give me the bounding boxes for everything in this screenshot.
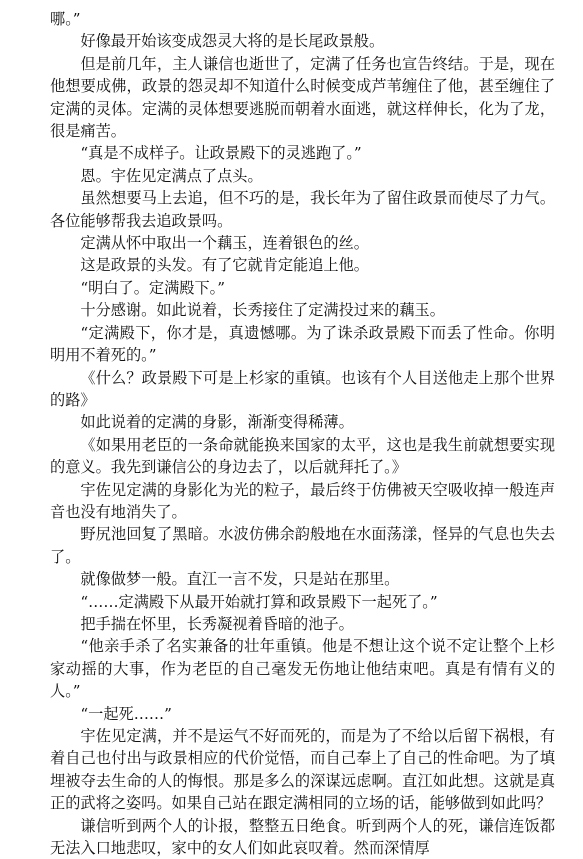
paragraph: 如此说着的定满的身影，渐渐变得稀薄。 (80, 413, 354, 432)
paragraph: 就像做梦一般。直江一言不发，只是站在那里。 (80, 570, 400, 589)
paragraph: 把手揣在怀里，长秀凝视着昏暗的池子。 (80, 614, 354, 633)
paragraph: 野尻池回复了黑暗。水波仿佛余韵般地在水面荡漾，怪异的气息也失去了。 (50, 525, 555, 566)
paragraph: “真是不成样子。让政景殿下的灵逃跑了。” (80, 144, 362, 163)
paragraph: 哪。” (50, 10, 81, 28)
paragraph: “……定满殿下从最开始就打算和政景殿下一起死了。” (80, 592, 438, 611)
document-page (50, 8, 555, 859)
paragraph: 好像最开始该变成怨灵大将的是长尾政景般。 (80, 32, 385, 51)
paragraph: “明白了。定满殿下。” (80, 278, 226, 297)
paragraph: 十分感谢。如此说着，长秀接住了定满投过来的藕玉。 (80, 301, 445, 320)
paragraph: “他亲手杀了名实兼备的壮年重镇。他是不想让这个说不定让整个上杉家动摇的大事，作为老臣的自己毫发无伤地让他结束吧。真是有情有义的人。” (50, 637, 555, 701)
paragraph: 定满从怀中取出一个藕玉，连着银色的丝。 (80, 234, 369, 253)
paragraph: 这是政景的头发。有了它就肯定能追上他。 (80, 256, 369, 275)
paragraph: 恩。宇佐见定满点了点头。 (80, 166, 263, 185)
paragraph: “一起死……” (80, 704, 172, 723)
paragraph: “定满殿下，你才是，真遗憾哪。为了诛杀政景殿下而丢了性命。你明明用不着死的。” (50, 323, 555, 365)
paragraph: 但是前几年，主人谦信也逝世了，定满了任务也宣告终结。于是，现在他想要成佛，政景的怨灵却不知道什么时候变成芦苇缠住了他，甚至缠住了定满的灵体。定满的灵体想要逃脱而朝着水面逃，就这样伸长，化为了龙，很是痛苦。 (50, 54, 555, 141)
paragraph: 《如果用老臣的一条命就能换来国家的太平，这也是我生前就想要实现的意义。我先到谦信公的身边去了，以后就拜托了。》 (50, 435, 555, 477)
paragraph: 宇佐见定满，并不是运气不好而死的，而是为了不给以后留下祸根，有着自己也付出与政景相应的代价觉悟，而自己奉上了自己的性命吧。为了填埋被夺去生命的人的悔恨。那是多么的深谋远虑啊。直江如此想。这就是真正的武将之姿吗。如果自己站在跟定满相同的立场的话，能够做到如此吗？ (50, 727, 555, 813)
paragraph: 谦信听到两个人的讣报，整整五日绝食。听到两个人的死，谦信连饭都无法入口地悲叹，家中的女人们如此哀叹着。然而深情厚 (50, 816, 555, 858)
paragraph: 虽然想要马上去追，但不巧的是，我长年为了留住政景而使尽了力气。各位能够帮我去追政景吗。 (50, 189, 555, 230)
paragraph: 宇佐见定满的身影化为光的粒子，最后终于仿佛被天空吸收掉一般连声音也没有地消失了。 (50, 480, 555, 521)
paragraph: 《什么？政景殿下可是上杉家的重镇。也该有个人目送他走上那个世界的路》 (50, 368, 555, 409)
